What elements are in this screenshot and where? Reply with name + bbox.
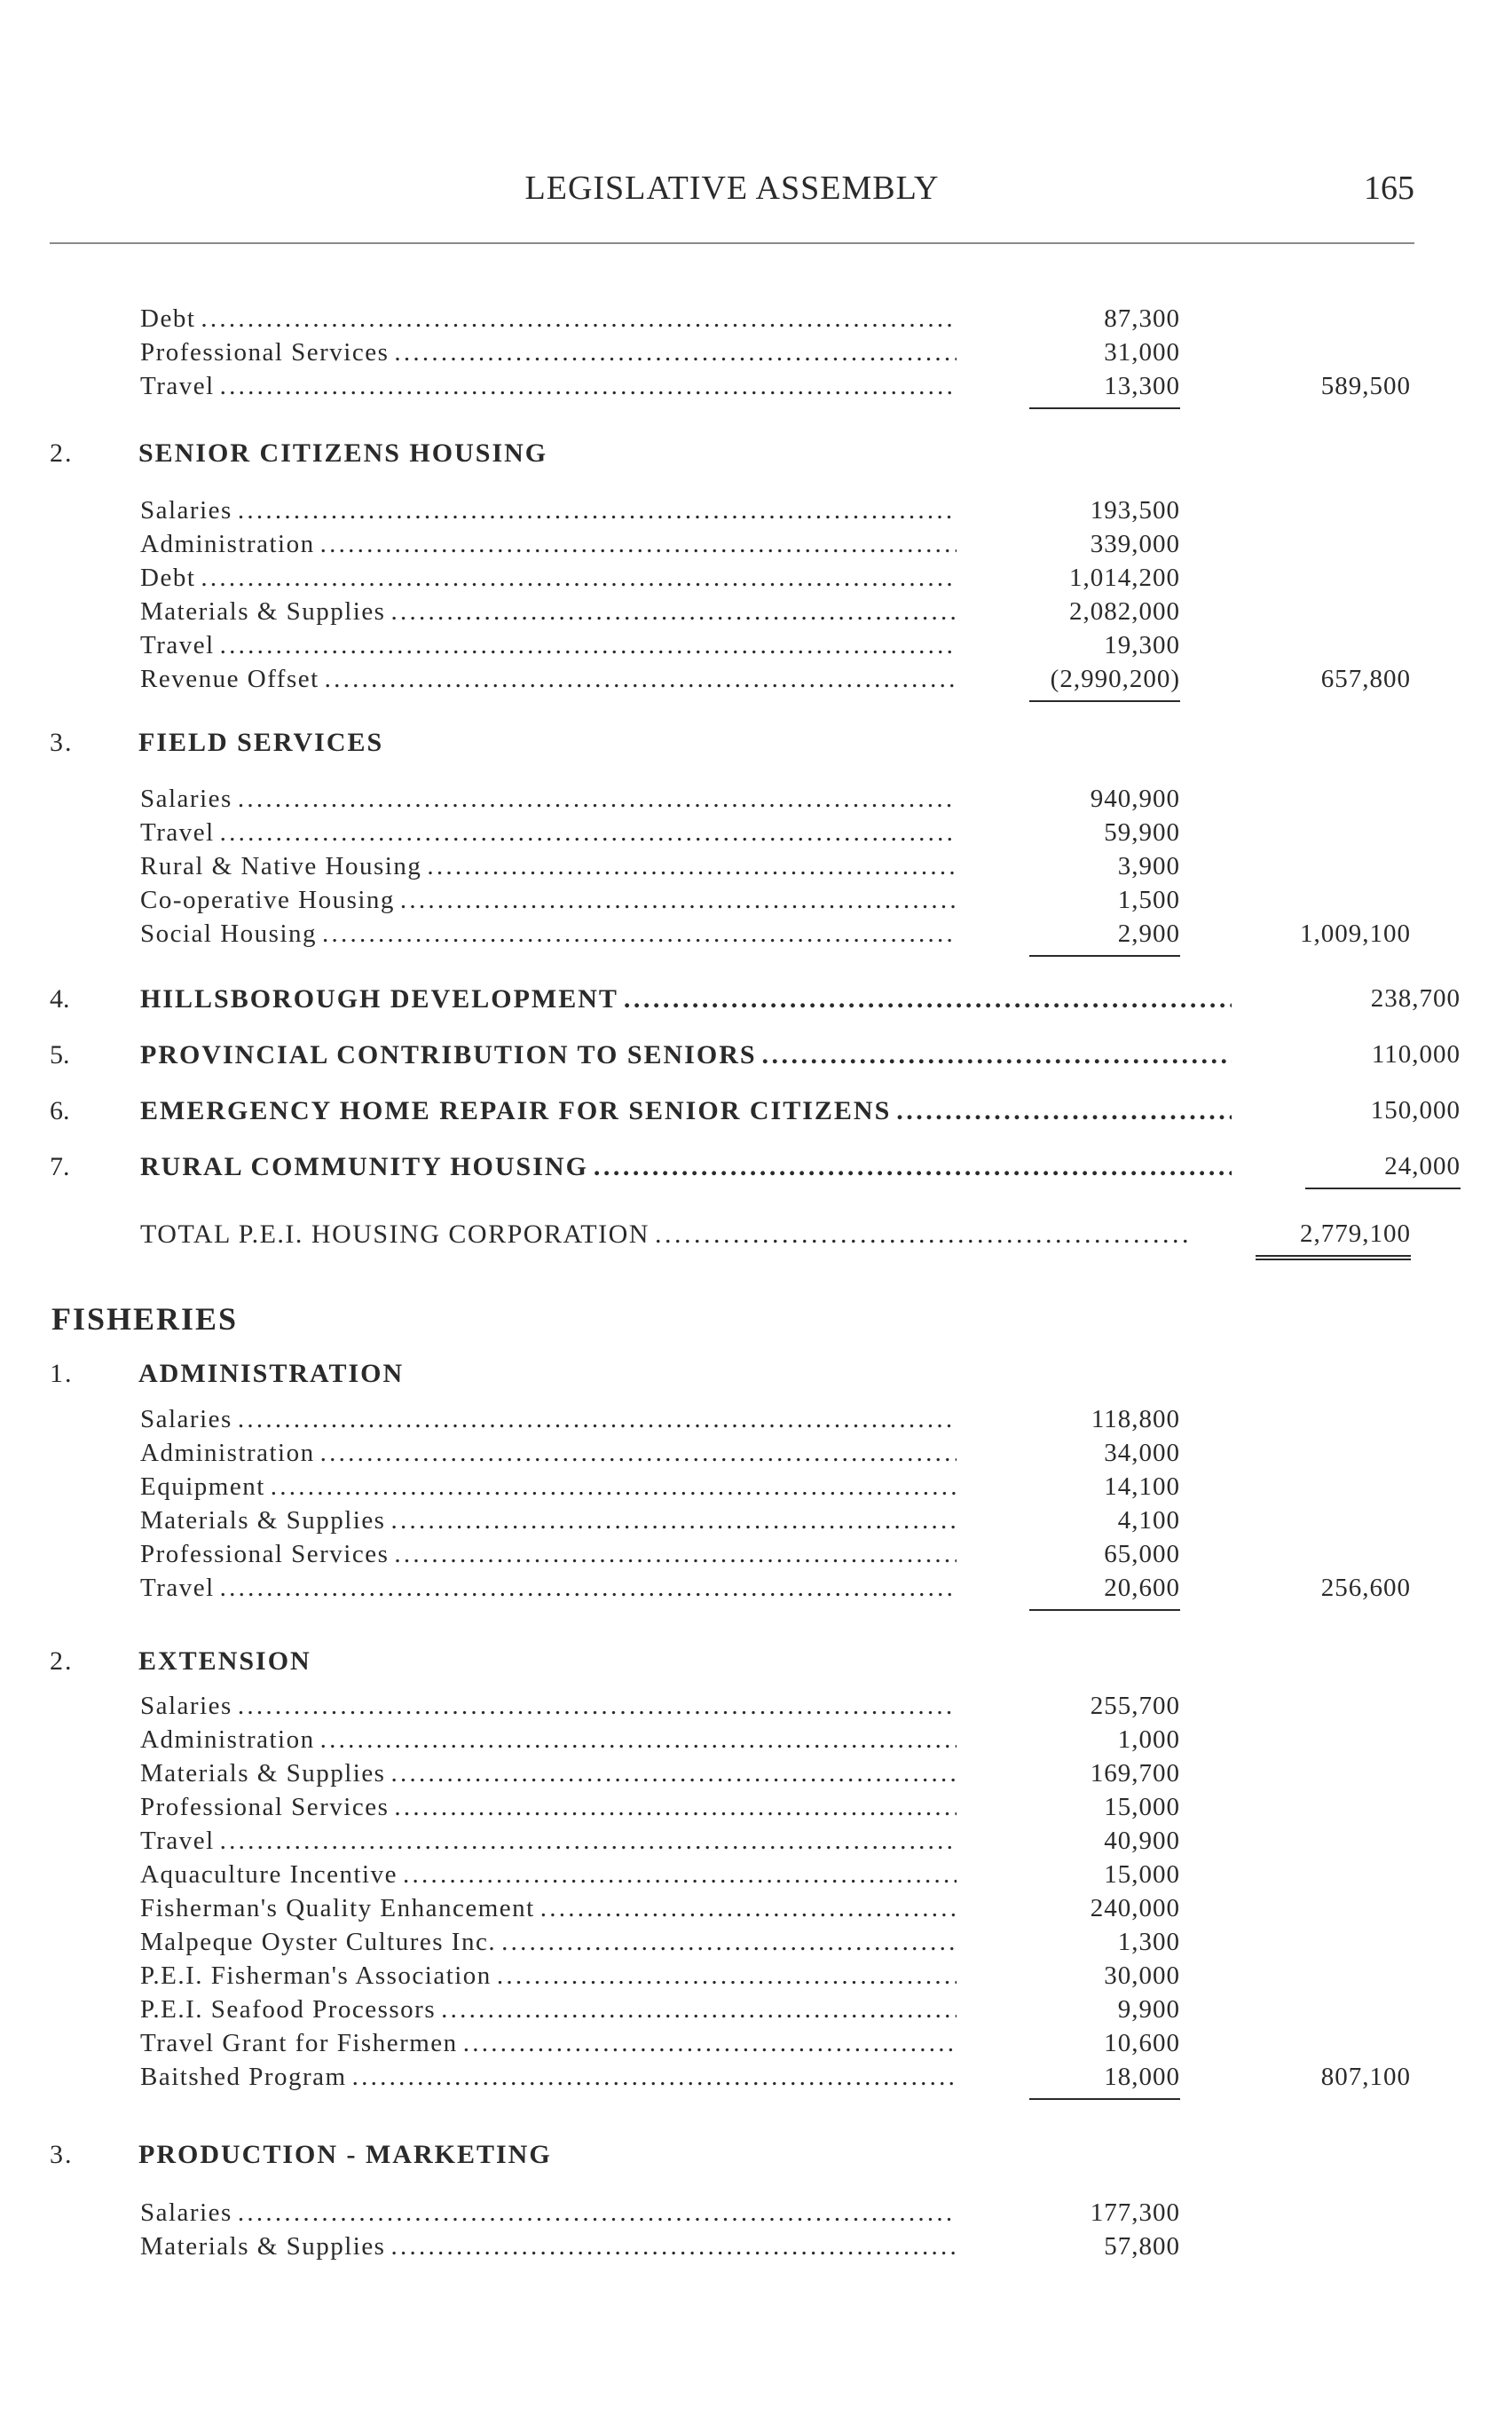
- item-label: Administration: [140, 1439, 315, 1467]
- item-amount: 40,900: [1104, 1827, 1180, 1855]
- item-label: Materials & Supplies: [140, 2232, 386, 2261]
- leader-dots: [220, 1827, 957, 1856]
- item-amount: 57,800: [1104, 2232, 1180, 2261]
- line-item: [0, 818, 1512, 850]
- item-amount: 339,000: [1090, 530, 1180, 558]
- line-item: [0, 304, 1512, 336]
- leader-dots: [322, 919, 957, 949]
- section-total: 657,800: [1320, 665, 1411, 693]
- item-label: Social Housing: [140, 919, 318, 948]
- leader-dots: [390, 2232, 957, 2261]
- section-title: HILLSBOROUGH DEVELOPMENT: [140, 984, 618, 1014]
- item-amount: 4,100: [1117, 1506, 1180, 1535]
- section-line: [50, 1152, 1461, 1188]
- item-label: Professional Services: [140, 1540, 390, 1568]
- leader-dots: [390, 1759, 957, 1788]
- item-label: Debt: [140, 564, 196, 592]
- leader-dots: [394, 1540, 957, 1569]
- line-item: [0, 1405, 1512, 1437]
- section-number: 2.: [50, 1646, 74, 1676]
- section-total: 150,000: [1370, 1096, 1461, 1125]
- leader-dots: [325, 665, 957, 694]
- item-label: Fisherman's Quality Enhancement: [140, 1894, 535, 1922]
- section-number: 1.: [50, 1359, 74, 1388]
- leader-dots: [390, 597, 957, 627]
- section-total: 256,600: [1320, 1574, 1411, 1602]
- item-label: Materials & Supplies: [140, 1506, 386, 1535]
- leader-dots: [271, 1472, 957, 1502]
- line-item: [0, 1894, 1512, 1926]
- leader-dots: [762, 1040, 1232, 1070]
- leader-dots: [220, 1574, 957, 1603]
- item-amount: 1,300: [1117, 1928, 1180, 1956]
- item-amount: 255,700: [1090, 1692, 1180, 1720]
- grand-total-amount: 2,779,100: [1256, 1219, 1411, 1260]
- line-item: [0, 597, 1512, 629]
- section-number: 3.: [50, 2140, 74, 2169]
- item-amount: 1,500: [1117, 886, 1180, 914]
- line-item: [0, 496, 1512, 528]
- grand-total-label: TOTAL P.E.I. HOUSING CORPORATION: [140, 1219, 650, 1249]
- item-amount: 65,000: [1104, 1540, 1180, 1568]
- section-total: 1,009,100: [1300, 919, 1411, 948]
- leader-dots: [220, 818, 957, 848]
- department-heading: FISHERIES: [51, 1301, 239, 1337]
- line-item: [0, 1692, 1512, 1724]
- item-amount: 10,600: [1104, 2029, 1180, 2057]
- line-item: [0, 2198, 1512, 2230]
- item-amount: 19,300: [1104, 631, 1180, 659]
- item-amount: 193,500: [1090, 496, 1180, 525]
- line-item: [0, 1506, 1512, 1538]
- section-total: 589,500: [1320, 372, 1411, 400]
- line-item: [0, 564, 1512, 596]
- section-heading: [50, 728, 1114, 763]
- item-label: Malpeque Oyster Cultures Inc.: [140, 1928, 497, 1956]
- item-label: Professional Services: [140, 1793, 390, 1821]
- leader-dots: [201, 564, 957, 593]
- section-total: 24,000: [1305, 1152, 1461, 1189]
- page-number: 165: [1364, 170, 1414, 207]
- line-item: [0, 2063, 1512, 2095]
- item-amount: 18,000: [1029, 2063, 1180, 2100]
- item-label: Travel: [140, 631, 215, 659]
- item-label: Salaries: [140, 496, 232, 525]
- leader-dots: [441, 1995, 957, 2024]
- section-title: FIELD SERVICES: [138, 728, 384, 757]
- grand-total-line: [0, 1219, 1512, 1251]
- leader-dots: [655, 1219, 1187, 1250]
- section-line: [50, 1096, 1461, 1132]
- leader-dots: [594, 1152, 1232, 1182]
- section-title: RURAL COMMUNITY HOUSING: [140, 1152, 588, 1181]
- section-number: 3.: [50, 728, 74, 757]
- line-item: [0, 886, 1512, 918]
- section-title: ADMINISTRATION: [138, 1359, 405, 1388]
- item-label: Equipment: [140, 1472, 265, 1501]
- leader-dots: [320, 1725, 957, 1755]
- leader-dots: [463, 2029, 957, 2058]
- line-item: [0, 1439, 1512, 1471]
- item-amount: 15,000: [1104, 1860, 1180, 1889]
- section-line: [50, 984, 1461, 1020]
- section-title: SENIOR CITIZENS HOUSING: [138, 438, 548, 468]
- leader-dots: [624, 984, 1232, 1014]
- leader-dots: [501, 1928, 957, 1957]
- leader-dots: [220, 372, 957, 401]
- item-amount: 87,300: [1104, 304, 1180, 333]
- leader-dots: [238, 1692, 957, 1721]
- item-amount: 59,900: [1104, 818, 1180, 847]
- section-heading: [50, 1359, 1114, 1394]
- leader-dots: [427, 852, 957, 881]
- item-amount: 13,300: [1029, 372, 1180, 409]
- item-label: Travel Grant for Fishermen: [140, 2029, 458, 2057]
- section-title: PROVINCIAL CONTRIBUTION TO SENIORS: [140, 1040, 757, 1069]
- line-item: [0, 338, 1512, 370]
- line-item: [0, 631, 1512, 663]
- item-label: Salaries: [140, 785, 232, 813]
- line-item: [0, 1860, 1512, 1892]
- line-item: [0, 852, 1512, 884]
- line-item: [0, 372, 1512, 404]
- item-amount: 240,000: [1090, 1894, 1180, 1922]
- item-amount: 3,900: [1117, 852, 1180, 880]
- line-item: [0, 919, 1512, 951]
- section-heading: [50, 438, 1114, 474]
- item-amount: (2,990,200): [1029, 665, 1180, 702]
- item-label: Travel: [140, 818, 215, 847]
- item-label: Debt: [140, 304, 196, 333]
- item-label: Salaries: [140, 1405, 232, 1433]
- leader-dots: [403, 1860, 957, 1890]
- section-title: PRODUCTION - MARKETING: [138, 2140, 552, 2169]
- line-item: [0, 1540, 1512, 1572]
- line-item: [0, 1472, 1512, 1504]
- section-number: 6.: [50, 1096, 70, 1125]
- leader-dots: [220, 631, 957, 660]
- section-line: [50, 1040, 1461, 1076]
- item-label: Rural & Native Housing: [140, 852, 422, 880]
- item-label: Aquaculture Incentive: [140, 1860, 398, 1889]
- line-item: [0, 1961, 1512, 1993]
- section-title: EXTENSION: [138, 1646, 311, 1676]
- leader-dots: [320, 530, 957, 559]
- line-item: [0, 530, 1512, 562]
- item-label: Baitshed Program: [140, 2063, 347, 2091]
- section-title: EMERGENCY HOME REPAIR FOR SENIOR CITIZENS: [140, 1096, 892, 1125]
- section-number: 4.: [50, 984, 70, 1014]
- section-heading: [50, 2140, 1114, 2175]
- line-item: [0, 1574, 1512, 1606]
- item-label: Professional Services: [140, 338, 390, 367]
- item-label: Materials & Supplies: [140, 597, 386, 626]
- leader-dots: [352, 2063, 957, 2092]
- item-label: Co-operative Housing: [140, 886, 395, 914]
- section-total: 238,700: [1370, 984, 1461, 1013]
- item-amount: 1,014,200: [1069, 564, 1180, 592]
- item-amount: 30,000: [1104, 1961, 1180, 1990]
- item-label: Travel: [140, 372, 215, 400]
- header-rule: [50, 242, 1414, 244]
- leader-dots: [400, 886, 957, 915]
- item-amount: 20,600: [1029, 1574, 1180, 1611]
- leader-dots: [320, 1439, 957, 1468]
- line-item: [0, 1827, 1512, 1859]
- line-item: [0, 1759, 1512, 1791]
- item-amount: 1,000: [1117, 1725, 1180, 1754]
- item-amount: 34,000: [1104, 1439, 1180, 1467]
- item-label: Salaries: [140, 1692, 232, 1720]
- running-head: LEGISLATIVE ASSEMBLY: [524, 170, 940, 207]
- item-label: Materials & Supplies: [140, 1759, 386, 1788]
- section-number: 5.: [50, 1040, 70, 1069]
- leader-dots: [394, 1793, 957, 1822]
- item-label: Travel: [140, 1574, 215, 1602]
- item-amount: 31,000: [1104, 338, 1180, 367]
- line-item: [0, 2232, 1512, 2264]
- item-amount: 14,100: [1104, 1472, 1180, 1501]
- item-amount: 177,300: [1090, 2198, 1180, 2227]
- leader-dots: [390, 1506, 957, 1535]
- leader-dots: [238, 1405, 957, 1434]
- item-amount: 118,800: [1091, 1405, 1180, 1433]
- line-item: [0, 2029, 1512, 2061]
- item-amount: 2,082,000: [1069, 597, 1180, 626]
- leader-dots: [394, 338, 957, 367]
- section-total: 110,000: [1371, 1040, 1461, 1069]
- line-item: [0, 1725, 1512, 1757]
- leader-dots: [238, 785, 957, 814]
- line-item: [0, 665, 1512, 697]
- item-label: Revenue Offset: [140, 665, 319, 693]
- leader-dots: [497, 1961, 957, 1991]
- item-amount: 15,000: [1104, 1793, 1180, 1821]
- line-item: [0, 1928, 1512, 1960]
- section-total: 807,100: [1320, 2063, 1411, 2091]
- leader-dots: [238, 496, 957, 525]
- item-label: P.E.I. Seafood Processors: [140, 1995, 437, 2024]
- item-label: Salaries: [140, 2198, 232, 2227]
- item-label: Administration: [140, 530, 315, 558]
- line-item: [0, 1995, 1512, 2027]
- section-heading: [50, 1646, 1114, 1682]
- leader-dots: [201, 304, 957, 334]
- leader-dots: [540, 1894, 957, 1923]
- item-amount: 9,900: [1117, 1995, 1180, 2024]
- line-item: [0, 1793, 1512, 1825]
- item-amount: 2,900: [1029, 919, 1180, 957]
- leader-dots: [238, 2198, 957, 2228]
- page-header: [50, 169, 1414, 213]
- item-label: Administration: [140, 1725, 315, 1754]
- item-label: P.E.I. Fisherman's Association: [140, 1961, 492, 1990]
- section-number: 7.: [50, 1152, 70, 1181]
- section-number: 2.: [50, 438, 74, 468]
- item-amount: 169,700: [1090, 1759, 1180, 1788]
- line-item: [0, 785, 1512, 817]
- leader-dots: [896, 1096, 1232, 1126]
- item-label: Travel: [140, 1827, 215, 1855]
- item-amount: 940,900: [1090, 785, 1180, 813]
